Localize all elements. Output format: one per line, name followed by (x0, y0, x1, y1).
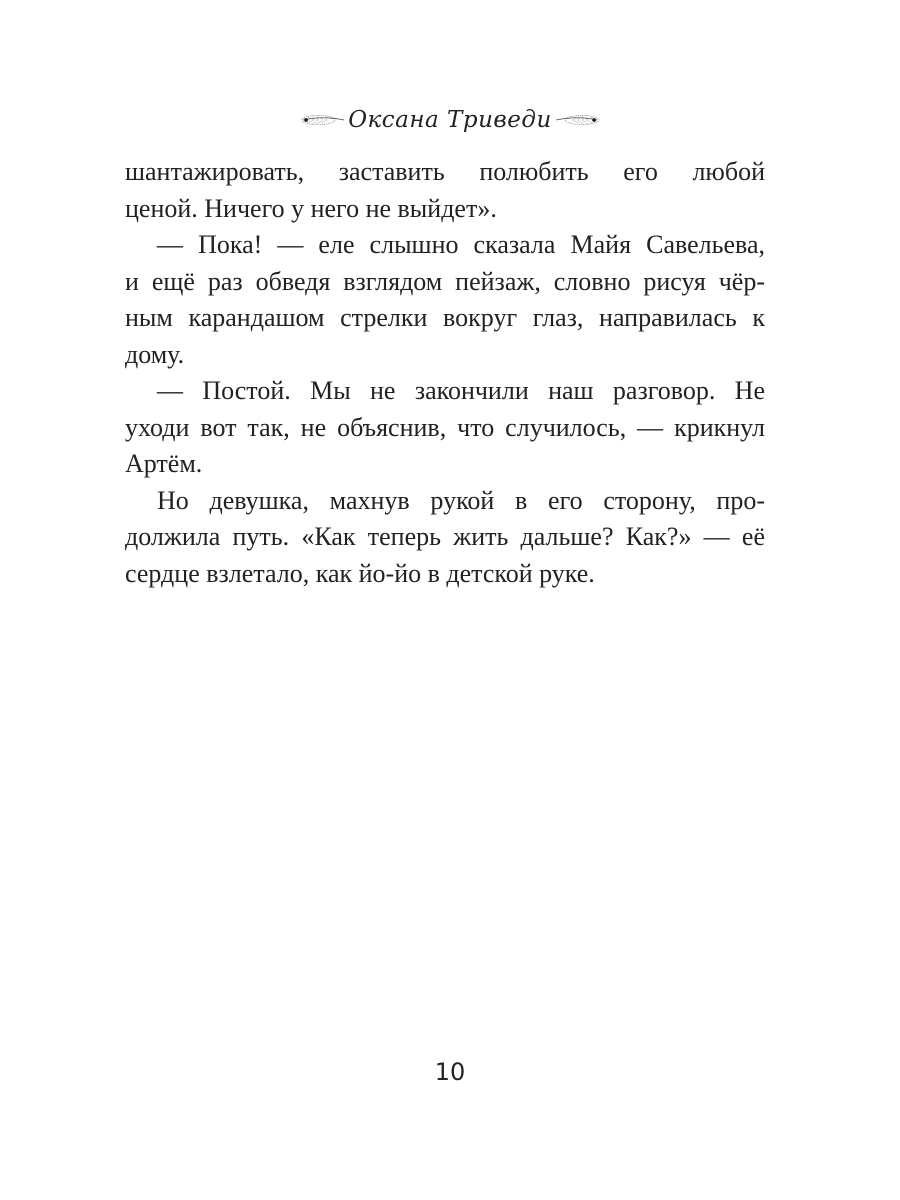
text-line: — Постой. Мы не закончили наш разговор. Не (157, 376, 765, 405)
running-header (300, 100, 600, 140)
text-line: сердце взлетало, как йо-йо в детской руке. (125, 558, 595, 588)
feather-ornament-left-icon (300, 110, 344, 130)
text-line: шантажировать, заставить полюбить его любой (125, 157, 765, 186)
text-line: ценой. Ничего у него не выйдет». (125, 193, 497, 223)
text-line: должила путь. «Как теперь жить дальше? Как?» — её (125, 522, 765, 551)
text-line: уходи вот так, не объяснив, что случилось, — крикнул (125, 412, 765, 442)
text-line: Но девушка, махнув рукой в его сторону, про- (157, 485, 765, 515)
text-line: Артём. (125, 449, 203, 478)
text-line: — Пока! — еле слышно сказала Майя Савельева, (157, 230, 765, 259)
feather-ornament-right-icon (556, 110, 600, 130)
author-name: Оксана Триведи (348, 107, 552, 133)
text-line: ным карандашом стрелки вокруг глаз, направилась к (125, 303, 765, 332)
text-line: дому. (125, 339, 185, 369)
page-number: 10 (434, 1058, 466, 1086)
body-text (125, 154, 765, 592)
text-line: и ещё раз обведя взглядом пейзаж, словно рисуя чёр- (125, 266, 765, 296)
